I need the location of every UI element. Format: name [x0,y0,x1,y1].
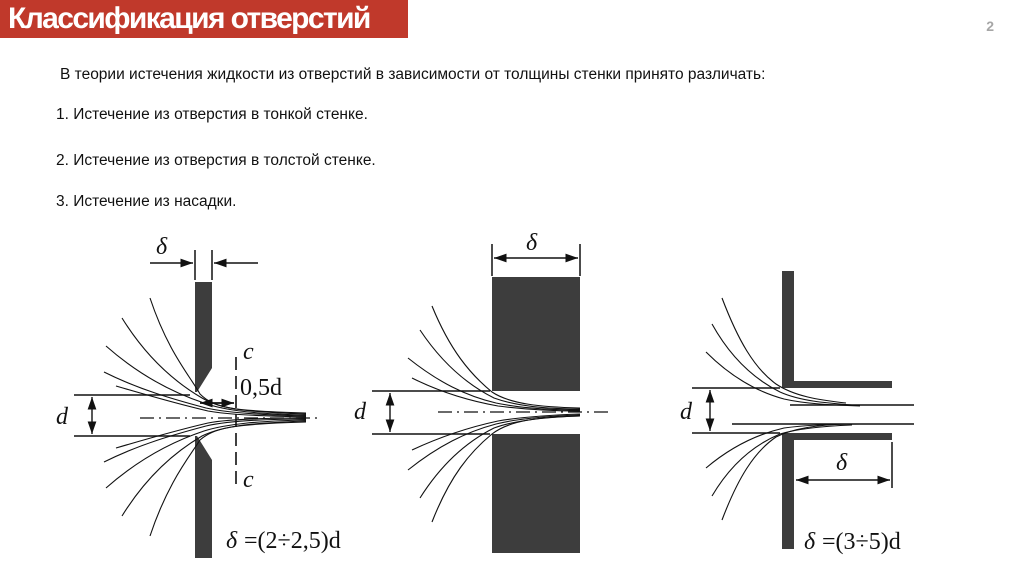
page-title: Классификация отверстий [0,0,408,38]
thin-wall-upper [195,282,212,392]
section-c-bottom: c [243,467,254,493]
thick-wall-upper [492,277,580,391]
list-item-thin-wall: 1. Истечение из отверстия в тонкой стенке. [56,106,368,123]
list-item-nozzle: 3. Истечение из насадки. [56,193,237,210]
nozzle-delta-label: δ [836,450,848,476]
section-c-top: c [243,339,254,365]
nozzle-wall-lower [782,440,794,549]
nozzle-wall-upper [782,271,794,388]
nozzle-formula-symbol: δ [804,529,816,555]
nozzle-tube-lower [782,433,892,440]
thin-formula-symbol: δ [226,528,238,554]
nozzle-d-label: d [680,399,692,425]
thin-formula: =(2÷2,5)d [244,528,341,554]
nozzle-diagram [680,271,914,555]
contraction-distance-label: 0,5d [240,375,282,401]
intro-text: В теории истечения жидкости из отверстий в зависимости от толщины стенки принято различать: [60,66,766,83]
thick-d-label: d [354,399,366,425]
thin-wall-diagram [56,234,341,558]
thick-delta-label: δ [526,230,538,256]
thin-d-label: d [56,404,68,430]
thin-delta-label: δ [156,234,168,260]
thick-wall-diagram [354,230,612,553]
nozzle-formula: =(3÷5)d [822,529,901,555]
page-number: 2 [986,18,994,34]
thick-wall-lower [492,434,580,553]
thin-wall-lower [195,436,212,558]
nozzle-tube-upper [782,381,892,388]
list-item-thick-wall: 2. Истечение из отверстия в толстой стенке. [56,152,376,169]
